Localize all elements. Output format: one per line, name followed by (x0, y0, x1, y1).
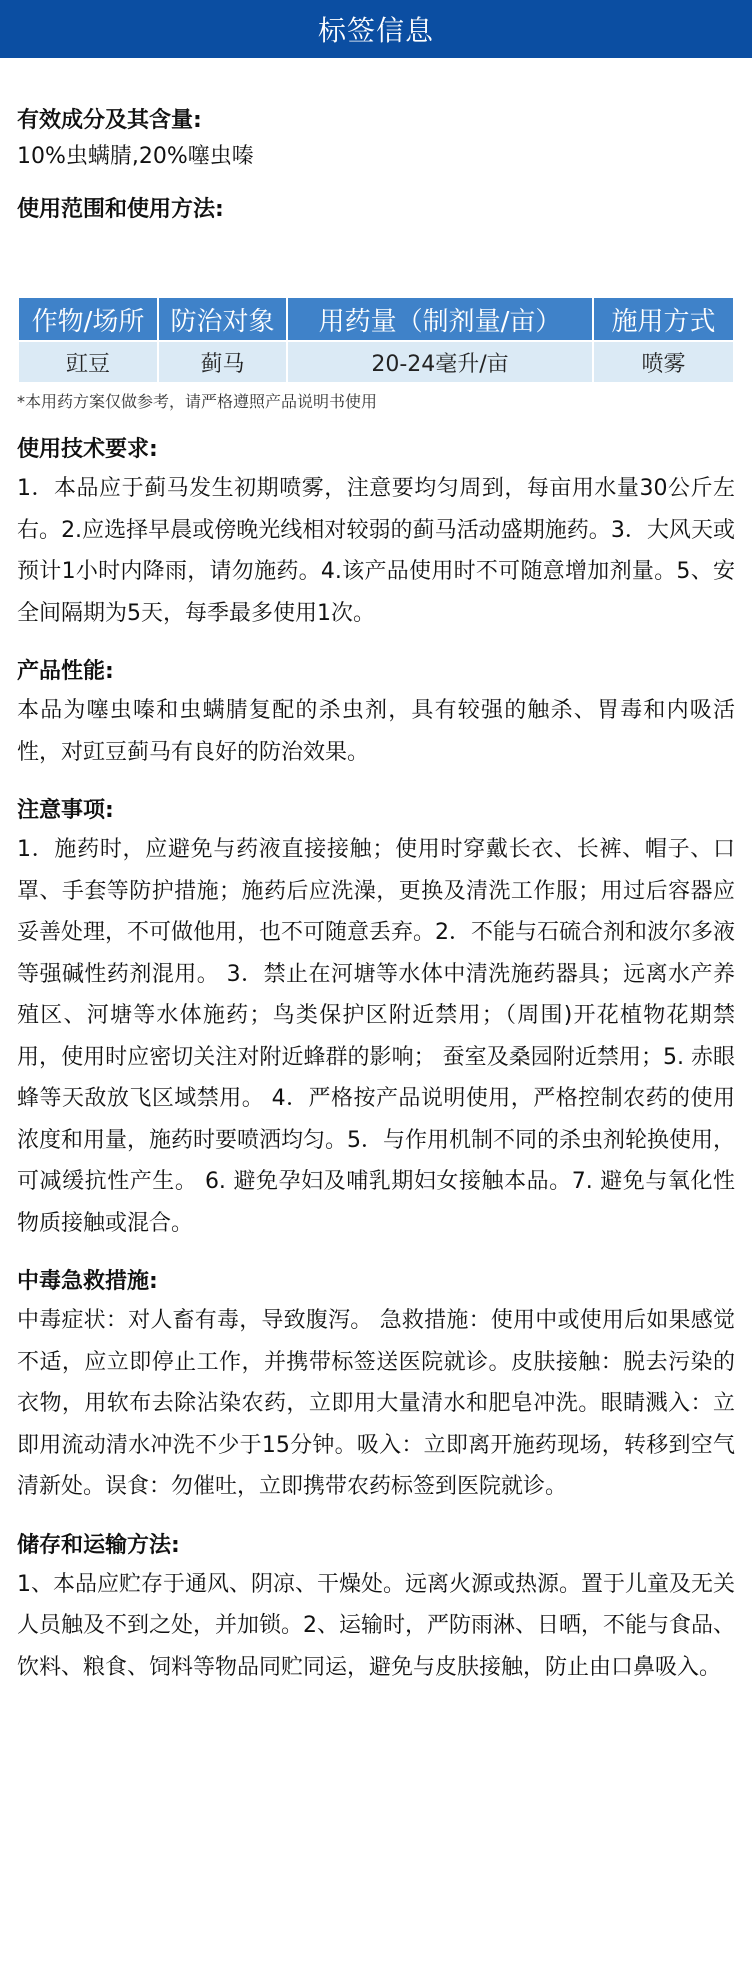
precautions-title: 注意事项: (17, 798, 114, 823)
section-precautions (17, 793, 735, 1244)
performance-title: 产品性能: (17, 659, 114, 684)
section-performance (17, 654, 735, 773)
storage-title: 储存和运输方法: (17, 1532, 180, 1558)
first-aid-title: 中毒急救措施: (17, 1269, 158, 1294)
dose-table-header: 用药量（制剂量/亩） (288, 298, 592, 340)
dose-table-cell-method: 喷雾 (594, 342, 733, 382)
dose-table-cell-crop: 豇豆 (19, 342, 157, 382)
scope-title: 使用范围和使用方法: (17, 197, 224, 222)
dose-table (17, 296, 735, 384)
section-first-aid (17, 1264, 735, 1508)
technique-title: 使用技术要求: (17, 437, 158, 462)
performance-text: 本品为噻虫嗪和虫螨腈复配的杀虫剂，具有较强的触杀、胃毒和内吸活性，对豇豆蓟马有良好的防治效果。 (17, 698, 735, 765)
dose-table-note: *本用药方案仅做参考，请严格遵照产品说明书使用 (17, 392, 378, 411)
dose-table-header-row (19, 298, 733, 340)
dose-table-cell-dosage: 20-24毫升/亩 (288, 342, 592, 382)
table-row (19, 342, 733, 382)
page-header (0, 0, 752, 58)
section-ingredients (17, 104, 735, 175)
section-storage (17, 1528, 735, 1689)
section-scope (17, 193, 735, 226)
label-content (0, 104, 752, 1688)
dose-table-header: 防治对象 (159, 298, 286, 340)
page-title: 标签信息 (317, 14, 434, 47)
technique-text: 1．本品应于蓟马发生初期喷雾，注意要均匀周到，每亩用水量30公斤左右。2.应选择早晨或傍晚光线相对较弱的蓟马活动盛期施药。3．大风天或预计1小时内降雨，请勿施药。4.该产品使用时不可随意增加剂量。5、安全间隔期为5天，每季最多使用1次。 (17, 476, 735, 626)
dose-table-header: 施用方式 (594, 298, 733, 340)
section-technique (17, 432, 735, 634)
precautions-text: 1．施药时，应避免与药液直接接触；使用时穿戴长衣、长裤、帽子、口罩、手套等防护措施；施药后应洗澡，更换及清洗工作服；用过后容器应妥善处理，不可做他用，也不可随意丢弃。2．不能与石硫合剂和波尔多液等强碱性药剂混用。 3．禁止在河塘等水体中清洗施药器具；远离水产养殖区、河塘等水体施药；鸟类保护区附近禁用；（周围)开花植物花期禁用，使用时应密切关注对附近蜂群的影响； 蚕室及桑园附近禁用；5. 赤眼蜂等天敌放飞区域禁用。 4．严格按产品说明使用，严格控制农药的使用浓度和用量，施药时要喷洒均匀。5．与作用机制不同的杀虫剂轮换使用，可减缓抗性产生。 6. 避免孕妇及哺乳期妇女接触本品。7. 避免与氧化性物质接触或混合。 (17, 837, 735, 1236)
ingredients-title: 有效成分及其含量: (17, 108, 202, 133)
dose-table-cell-target: 蓟马 (159, 342, 286, 382)
dose-table-header: 作物/场所 (19, 298, 157, 340)
first-aid-text: 中毒症状：对人畜有毒，导致腹泻。 急救措施：使用中或使用后如果感觉不适，应立即停止工作，并携带标签送医院就诊。皮肤接触：脱去污染的衣物，用软布去除沾染农药，立即用大量清水和肥皂冲洗。眼睛溅入：立即用流动清水冲洗不少于15分钟。吸入：立即离开施药现场，转移到空气清新处。误食：勿催吐，立即携带农药标签到医院就诊。 (17, 1308, 735, 1499)
storage-text: 1、本品应贮存于通风、阴凉、干燥处。远离火源或热源。置于儿童及无关人员触及不到之处，并加锁。2、运输时，严防雨淋、日晒，不能与食品、饮料、粮食、饲料等物品同贮同运，避免与皮肤接触，防止由口鼻吸入。 (17, 1571, 735, 1680)
ingredients-text: 10%虫螨腈,20%噻虫嗪 (17, 144, 254, 169)
